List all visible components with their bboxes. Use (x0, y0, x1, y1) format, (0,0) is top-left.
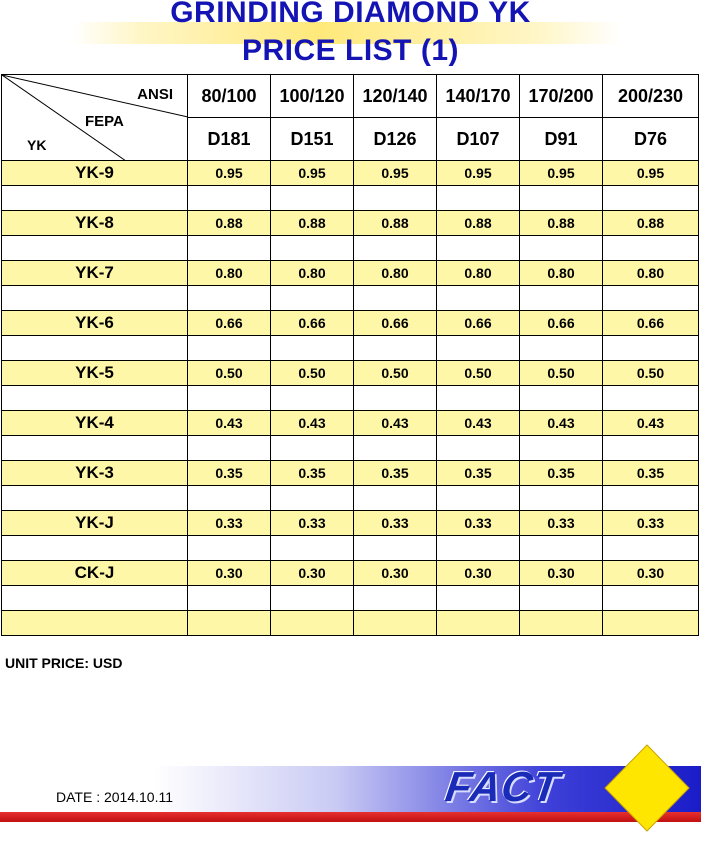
price-cell: 0.43 (188, 411, 271, 436)
spacer-row (2, 236, 699, 261)
empty-cell (188, 486, 271, 511)
ansi-size-cell: 200/230 (603, 75, 699, 118)
grade-name-cell: YK-8 (2, 211, 188, 236)
price-cell: 0.66 (271, 311, 354, 336)
price-cell: 0.95 (603, 161, 699, 186)
empty-cell (354, 586, 437, 611)
price-cell: 0.80 (437, 261, 520, 286)
price-cell: 0.35 (437, 461, 520, 486)
empty-cell (603, 436, 699, 461)
price-cell: 0.33 (520, 511, 603, 536)
price-cell: 0.95 (437, 161, 520, 186)
empty-cell (2, 586, 188, 611)
empty-cell (2, 236, 188, 261)
price-cell: 0.50 (437, 361, 520, 386)
empty-cell (520, 586, 603, 611)
price-cell: 0.43 (603, 411, 699, 436)
spacer-row (2, 611, 699, 636)
footer-date: DATE : 2014.10.11 (56, 789, 173, 805)
ansi-size-cell: 170/200 (520, 75, 603, 118)
empty-cell (520, 286, 603, 311)
empty-cell (188, 186, 271, 211)
price-cell: 0.43 (354, 411, 437, 436)
empty-cell (603, 611, 699, 636)
empty-cell (354, 436, 437, 461)
empty-cell (2, 436, 188, 461)
price-cell: 0.50 (603, 361, 699, 386)
price-cell: 0.35 (520, 461, 603, 486)
grade-name-cell: YK-6 (2, 311, 188, 336)
price-table (1, 74, 699, 636)
empty-cell (188, 611, 271, 636)
empty-cell (437, 586, 520, 611)
spacer-row (2, 386, 699, 411)
price-cell: 0.88 (603, 211, 699, 236)
price-cell: 0.95 (354, 161, 437, 186)
price-cell: 0.88 (437, 211, 520, 236)
ansi-size-cell: 100/120 (271, 75, 354, 118)
empty-cell (603, 486, 699, 511)
table-row (2, 511, 699, 536)
empty-cell (603, 336, 699, 361)
empty-cell (603, 536, 699, 561)
price-cell: 0.88 (520, 211, 603, 236)
empty-cell (354, 186, 437, 211)
empty-cell (188, 586, 271, 611)
corner-fepa-label: FEPA (85, 113, 124, 130)
empty-cell (354, 486, 437, 511)
ansi-size-cell: 140/170 (437, 75, 520, 118)
empty-cell (354, 536, 437, 561)
empty-cell (603, 586, 699, 611)
fepa-size-cell: D126 (354, 118, 437, 161)
spacer-row (2, 536, 699, 561)
price-cell: 0.33 (603, 511, 699, 536)
price-cell: 0.88 (271, 211, 354, 236)
price-cell: 0.88 (188, 211, 271, 236)
empty-cell (437, 236, 520, 261)
empty-cell (437, 611, 520, 636)
page-title: GRINDING DIAMOND YK (170, 0, 531, 29)
price-cell: 0.30 (271, 561, 354, 586)
empty-cell (271, 386, 354, 411)
empty-cell (354, 611, 437, 636)
fepa-size-cell: D91 (520, 118, 603, 161)
empty-cell (271, 436, 354, 461)
unit-price-note: UNIT PRICE: USD (5, 655, 123, 671)
price-cell: 0.80 (603, 261, 699, 286)
empty-cell (2, 611, 188, 636)
empty-cell (437, 286, 520, 311)
empty-cell (520, 386, 603, 411)
table-row (2, 261, 699, 286)
price-cell: 0.80 (271, 261, 354, 286)
empty-cell (271, 611, 354, 636)
price-cell: 0.35 (354, 461, 437, 486)
corner-header-cell (2, 75, 188, 161)
empty-cell (188, 536, 271, 561)
empty-cell (354, 236, 437, 261)
spacer-row (2, 486, 699, 511)
empty-cell (188, 336, 271, 361)
empty-cell (437, 536, 520, 561)
price-cell: 0.50 (354, 361, 437, 386)
grade-name-cell: YK-4 (2, 411, 188, 436)
price-cell: 0.43 (271, 411, 354, 436)
grade-name-cell: YK-7 (2, 261, 188, 286)
price-cell: 0.80 (520, 261, 603, 286)
ansi-size-cell: 80/100 (188, 75, 271, 118)
empty-cell (2, 386, 188, 411)
empty-cell (520, 186, 603, 211)
table-row (2, 561, 699, 586)
empty-cell (354, 336, 437, 361)
empty-cell (188, 386, 271, 411)
price-cell: 0.35 (603, 461, 699, 486)
price-cell: 0.66 (520, 311, 603, 336)
price-cell: 0.35 (271, 461, 354, 486)
empty-cell (520, 486, 603, 511)
empty-cell (2, 536, 188, 561)
price-cell: 0.80 (354, 261, 437, 286)
empty-cell (2, 486, 188, 511)
empty-cell (2, 186, 188, 211)
table-row (2, 161, 699, 186)
price-cell: 0.95 (188, 161, 271, 186)
empty-cell (271, 286, 354, 311)
empty-cell (271, 536, 354, 561)
spacer-row (2, 286, 699, 311)
page-subtitle: PRICE LIST (1) (241, 34, 459, 67)
price-cell: 0.33 (354, 511, 437, 536)
price-cell: 0.66 (188, 311, 271, 336)
empty-cell (437, 486, 520, 511)
spacer-row (2, 186, 699, 211)
empty-cell (271, 586, 354, 611)
spacer-row (2, 586, 699, 611)
empty-cell (437, 386, 520, 411)
price-cell: 0.33 (437, 511, 520, 536)
table-row (2, 311, 699, 336)
empty-cell (437, 436, 520, 461)
grade-name-cell: YK-J (2, 511, 188, 536)
price-cell: 0.35 (188, 461, 271, 486)
empty-cell (271, 336, 354, 361)
empty-cell (271, 186, 354, 211)
price-cell: 0.95 (271, 161, 354, 186)
grade-name-cell: CK-J (2, 561, 188, 586)
empty-cell (520, 236, 603, 261)
price-cell: 0.88 (354, 211, 437, 236)
ansi-header-row (2, 75, 699, 118)
spacer-row (2, 436, 699, 461)
table-row (2, 411, 699, 436)
yellow-diamond-icon (603, 743, 691, 833)
empty-cell (437, 186, 520, 211)
price-cell: 0.66 (603, 311, 699, 336)
price-cell: 0.33 (271, 511, 354, 536)
table-row (2, 361, 699, 386)
empty-cell (188, 436, 271, 461)
empty-cell (603, 386, 699, 411)
empty-cell (188, 236, 271, 261)
empty-cell (603, 286, 699, 311)
price-cell: 0.50 (188, 361, 271, 386)
empty-cell (271, 236, 354, 261)
empty-cell (520, 536, 603, 561)
empty-cell (2, 336, 188, 361)
empty-cell (520, 336, 603, 361)
empty-cell (520, 436, 603, 461)
spacer-row (2, 336, 699, 361)
empty-cell (520, 611, 603, 636)
price-cell: 0.30 (520, 561, 603, 586)
price-cell: 0.43 (520, 411, 603, 436)
fepa-size-cell: D107 (437, 118, 520, 161)
price-cell: 0.30 (603, 561, 699, 586)
price-cell: 0.66 (354, 311, 437, 336)
fepa-size-cell: D76 (603, 118, 699, 161)
grade-name-cell: YK-9 (2, 161, 188, 186)
price-cell: 0.43 (437, 411, 520, 436)
price-cell: 0.30 (188, 561, 271, 586)
price-cell: 0.95 (520, 161, 603, 186)
price-cell: 0.30 (437, 561, 520, 586)
price-cell: 0.80 (188, 261, 271, 286)
fact-logo: FACT (442, 763, 564, 810)
grade-name-cell: YK-3 (2, 461, 188, 486)
table-row (2, 461, 699, 486)
footer-red-stripe (0, 812, 701, 822)
empty-cell (354, 286, 437, 311)
empty-cell (354, 386, 437, 411)
fepa-size-cell: D151 (271, 118, 354, 161)
price-cell: 0.50 (271, 361, 354, 386)
price-cell: 0.66 (437, 311, 520, 336)
fepa-size-cell: D181 (188, 118, 271, 161)
corner-yk-label: YK (27, 137, 47, 153)
ansi-size-cell: 120/140 (354, 75, 437, 118)
grade-name-cell: YK-5 (2, 361, 188, 386)
empty-cell (437, 336, 520, 361)
corner-ansi-label: ANSI (137, 86, 173, 103)
table-row (2, 211, 699, 236)
empty-cell (188, 286, 271, 311)
empty-cell (603, 186, 699, 211)
price-cell: 0.30 (354, 561, 437, 586)
empty-cell (603, 236, 699, 261)
price-cell: 0.50 (520, 361, 603, 386)
price-cell: 0.33 (188, 511, 271, 536)
empty-cell (271, 486, 354, 511)
empty-cell (2, 286, 188, 311)
